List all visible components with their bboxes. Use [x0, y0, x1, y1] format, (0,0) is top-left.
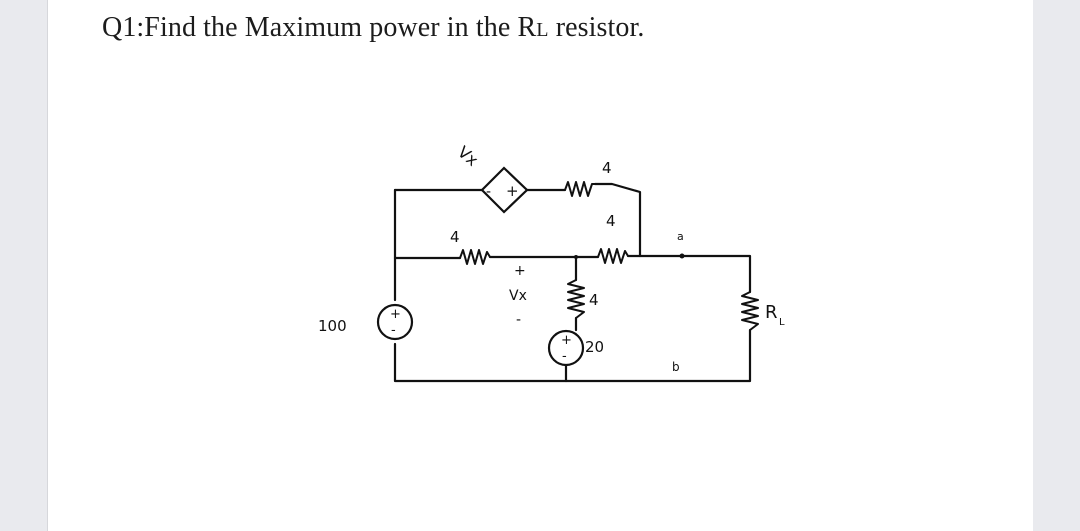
- label-vx: Vx: [509, 288, 527, 304]
- wire-top-right: [595, 184, 640, 256]
- label-res-mid-right: 4: [606, 212, 616, 230]
- resistor-top: [565, 182, 595, 196]
- node-center-dot: [574, 255, 578, 259]
- question-suffix: resistor.: [548, 12, 645, 43]
- wire-mid-center: [490, 257, 576, 280]
- resistor-vertical: [568, 280, 584, 318]
- source-20-plus: +: [561, 333, 572, 348]
- label-100: 100: [318, 317, 347, 335]
- source-20v: [549, 331, 583, 365]
- label-res-vertical: 4: [589, 291, 599, 309]
- label-load-r: R: [765, 302, 778, 323]
- source-20-minus: -: [562, 349, 567, 364]
- resistor-load: [742, 292, 758, 330]
- resistor-mid-right: [598, 249, 628, 263]
- node-a-dot: [680, 254, 685, 259]
- dep-source-plus: +: [506, 182, 519, 200]
- label-20: 20: [585, 338, 605, 356]
- source-100-plus: +: [390, 307, 401, 322]
- label-res-top: 4: [602, 159, 612, 177]
- question-subscript: L: [536, 19, 549, 41]
- label-vx-minus: -: [516, 312, 522, 328]
- question-prefix: Q1:Find the Maximum power in the R: [102, 12, 537, 43]
- label-node-b: b: [672, 360, 680, 374]
- dep-source-minus: -: [486, 184, 492, 200]
- label-load-sub: L: [779, 317, 785, 328]
- label-vx-dep: Vx: [454, 142, 482, 170]
- wire-to-load: [628, 256, 750, 292]
- label-node-a: a: [677, 230, 684, 243]
- source-100v: [378, 305, 412, 339]
- resistor-mid-left: [460, 250, 490, 264]
- dependent-voltage-source: [482, 168, 527, 212]
- source-100-minus: -: [391, 323, 396, 338]
- label-res-mid-left: 4: [450, 228, 460, 246]
- label-vx-plus: +: [514, 263, 526, 279]
